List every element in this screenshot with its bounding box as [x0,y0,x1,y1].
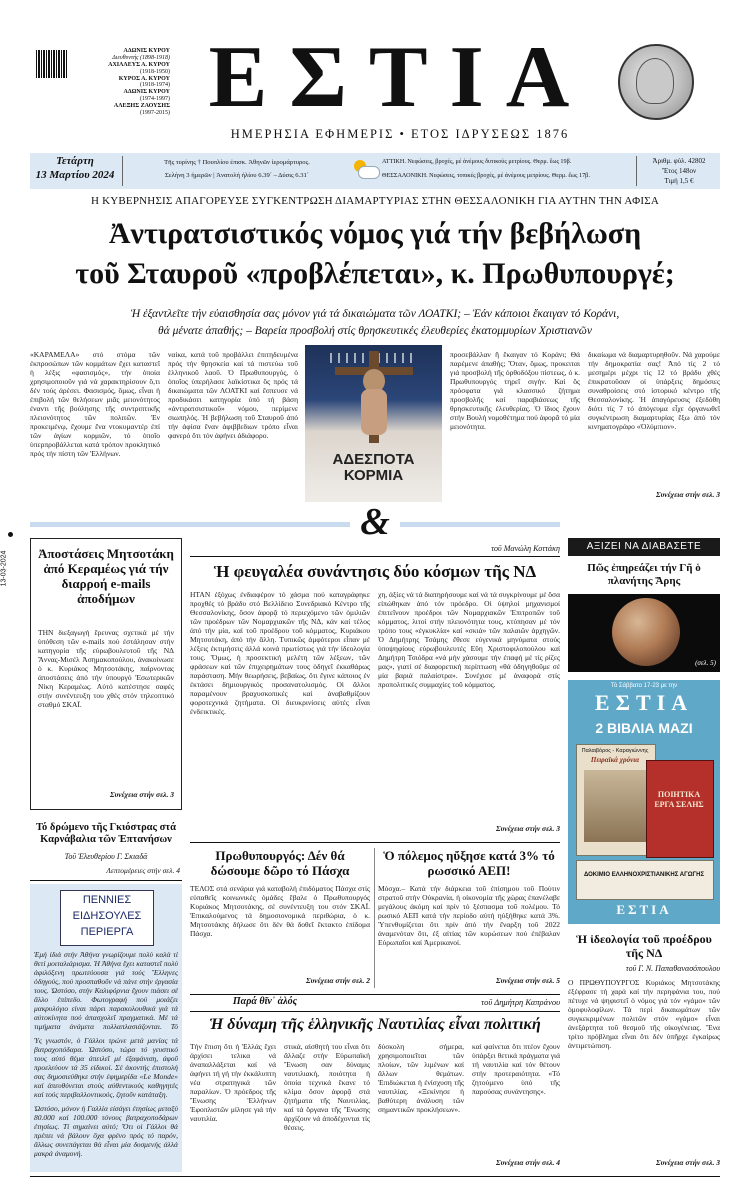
weather-icon [352,160,378,180]
feature-continued: Συνέχεια στήν σελ. 3 [495,824,560,833]
athena-coin-inner [636,58,674,104]
poster-title-1: ΑΔΕΣΠΟΤΑ [332,451,415,468]
rule [190,556,560,557]
lead-deck-1: Ἡ ἐξαντλεῖτε τήν εὐαισθησία σας μόνον γιά τά δικαιώματα τῶν ΛΟΑΤΚΙ; – Ἐάν κάποιοι ἔκαιγαν τό Κοράνι, [130,308,620,320]
book1-author: Παλαιβόρος - Καραγιώννης [581,748,649,754]
pennies-item-3: Ὡστόσο, μόνον ἡ Γαλλία εἰσάγει ἐτησίως μεταξύ 80.000 καί 100.000 τόνους βατραχοποδάρων ἐτησίως. Τί σημαίνει αὐτό; Ὅτι οἱ Γάλλοι θά πρέπει νά βάλουν ὅχα φρένο πρός τό παρόν, ἄλλως συνεπάγεται θά εἶναι μία δυσμενής ἀλλά μακρά ἀναμονή. [34,1104,178,1158]
bottom-column-4: καί φαίνεται ὅτι πτέον ἔχουν ὑπάρξει θετικά πράγματα γιά τή ναυτιλία καί τόν θέτουν στήν προτεραιότητα. «Τό ζητούμενο ὑπό τῆς παρούσας συνάντησης». [472,1042,560,1096]
bottom-column-1: Τήν ἔπιση ὅτι ἡ Ἑλλάς ἔχει ἀρχίσει τελικα νά ἀναπαλλάξεται καί νά ἀφήνει τή γή τήν ἐκκάλυπτη νέα στρατηγικά τῶν παραλίων. Ὁ πρόεδρος τῆς Ἕνωσης Ἑλλήνων Ἐφοπλιστῶν μίλησε γιά τήν ναυτιλία. [190,1042,276,1123]
pennies-title-1: ΠΕΝΝΙΕΣ [82,894,132,906]
pennies-title-3: ΠΕΡΙΕΡΓΑ [80,926,134,938]
easter-story-title: Πρωθυπουργός: Δέν θά δώσουμε δῶρο τό Πάσχα [210,848,350,878]
pennies-title-2: ΕΙΔΗΣΟΥΛΕΣ [72,910,142,922]
founder-name: ΑΔΩΝΙΣ ΚΥΡΟΥ [123,48,170,54]
left-item-title: Τό δρώμενο τῆς Γκιόστρας στά Καρνάβαλια τῶν Ἐπτανήσων [35,822,177,845]
ad-offer: 2 ΒΙΒΛΙΑ ΜΑΖΙ [595,720,693,736]
feature-byline: τοῦ Μανώλη Κοττάκη [491,544,560,553]
pennies-item-2: Ὑς γνωστόν, ὁ Γάλλοι τρώνε μετά μανίας τά βατραχοπόδαρα. Ὡστόσο, τώρα τό γευστικό τους αὐτό θέμα ἀπειλεῖ μέ ἐξαφάνιση, ἀφοῦ προελεύουν τά 35 εἰδικοί. Σέ ἀκοντής ἐπιστολή σας δημοσιεύθηκε στήν ἐφημερίδα «Le Monde» καί ἀπευθύνεται στούς αὐθεντικούς καθηγητές καί τούς περιβαλλοντικούς, ζητοῦν κατάταξη. [34,1036,178,1099]
gdp-story-title: Ὁ πόλεμος ηὔξησε κατά 3% τό ρωσσικό ΑΕΠ! [383,848,555,878]
ad-date: Τό Σάββατο 17-23 με την [610,683,678,689]
ampersand-ornament: & [360,501,390,543]
founders-list: ΑΔΩΝΙΣ ΚΥΡΟΥ Διευθυντής (1898-1918) ΑΧΙΛΛΕΥΣ Α. ΚΥΡΟΥ (1918-1950) ΚΥΡΟΣ Α. ΚΥΡΟΥ (1918-1974) ΑΔΩΝΙΣ ΚΥΡΟΥ (1974-1997) ΑΛΕΞΗΣ ΖΑΟΥΣΗΣ (1997-2015) [70,48,170,117]
ideology-body: Ο ΠΡΩΘΥΠΟΥΡΓΟΣ Κυριάκος Μητσοτάκης ἐξέφρασε τή χαρά καί τήν περηφάνια του, πού πέτυχε νά ψηφιστεῖ ὁ νόμος γιά τόν «γάμο» τῶν ὁμοφυλοφίλων. Τά περί δικαιωμάτων τῶν συγκεκριμένων πολιτῶν στόν «γάμο» εἶναι ἀνεξάρτητα τοῦ θεσμοῦ τῆς οἰκογένειας. Ἕνα τρίτο πρόβλημα εἶναι ὅτι δέν ὑπῆρχε ἐγκαίρως ἀντιμετώπιση. [568,978,720,1050]
poster-title-2: ΚΟΡΜΙΑ [343,467,404,484]
date-full: 13 Μαρτίου 2024 [35,169,115,181]
bottom-rule [30,1176,720,1177]
weather-thessaloniki: ΘΕΣΣΑΛΟΝΙΚΗ. Νεφώσεις, τοπικές βροχές, μέ ἀνέμους μετρίους. Θερμ. ἕως 17β. [382,172,590,179]
issue-year: Ἔτος 148ον [661,167,697,175]
book3-title: ΔΟΚΙΜΙΟ ΕΛΛΗΝΟΧΡΙΣΤΙΑΝΙΚΗΣ ΑΓΩΓΗΣ [583,872,705,878]
masthead-subtitle: ΗΜΕΡΗΣΙΑ ΕΦΗΜΕΡΙΣ • ΕΤΟΣ ΙΔΡΥΣΕΩΣ 1876 [230,127,570,141]
film-poster-image [305,345,442,502]
gdp-story-body: Μόσχα.– Κατά τήν διάρκεια τοῦ ἐπίσημου τοῦ Πούτιν στρατοῦ στήν Οὐκρανία, ἡ οἰκονομία τῆς χώρας ἐπανέλαβε μεγάλους ἀκόμη καί πρίν τό ξέσπασμα τοῦ πολέμου. Τό ρωσικό ΑΕΠ κατά τήν περίοδο αὐτή ηὐξήθηκε κατά 3%. Ὑπενθυμίζεται ὅτι πρίν ἀπό τήν ἔναρξη τοῦ 2022 ἀναμενόταν ὅτι, ἐξ αἰτίας τῶν κυρώσεων πού ἐπέβαλαν Εὐρωπαῖοι καί Ἀμερικανοί. [378,884,560,947]
weather-attica: ΑΤΤΙΚΗ. Νεφώσεις, βροχές, μέ ἀνέμους δυτικούς μετρίους. Θερμ. ἕως 19β. [382,158,572,165]
gdp-story-continued: Συνέχεια στήν σελ. 5 [495,976,560,985]
price: Τιμή 1,5 € [664,177,694,185]
date-day: Τετάρτη [56,155,94,167]
lead-headline-2: τοῦ Σταυροῦ «προβλέπεται», κ. Πρωθυπουργέ; [75,257,675,290]
masthead-title: ΕΣΤΙΑ [208,29,592,126]
ideology-continued: Συνέχεια στήν σελ. 3 [655,1158,720,1167]
easter-story-continued: Συνέχεια στήν σελ. 2 [305,976,370,985]
right-header: ΑΞΙΖΕΙ ΝΑ ΔΙΑΒΑΣΕΤΕ [586,541,702,552]
bottom-title: Ἡ δύναμη τῆς ἑλληνικῆς Ναυτιλίας εἶναι πολιτική [209,1016,541,1033]
easter-story-body: ΤΕΛΟΣ στά σενάρια γιά καταβολή ἐπιδόματος Πάσχα στίς εὐπαθεῖς κοινωνικές ὁμάδες ἔβαλε ὁ Πρωθυπουργός Κυριάκος Μητσοτάκης, σέ συνέντευξη του στόν ΣΚΑΪ. Ἐπικαλούμενος τά δημοσιονομικά περιθώρια, ὁ κ. Μητσοτάκης δήλωσε ὅτι δέν θά δοθεῖ ἔκτακτο ἐπίδομα Πάσχα. [190,884,370,938]
ampersand-divider-left [30,522,350,527]
barcode [36,50,68,78]
feature-title: Ἡ φευγαλέα συνάντησις δύο κόσμων τῆς ΝΔ [213,562,537,581]
saints-line: Τῆς τυρίνης † Πουπλίου ἐπισκ. Ἀθηνῶν ἱερομάρτυρος. [164,159,310,166]
left-story-title: Ἀποστάσεις Μητσοτάκη ἀπό Κεραμέως γιά τήν διαρροή e-mails ἀποδήμων [38,546,174,606]
left-item-byline: Τοῦ Ἐλευθερίου Γ. Σκιαδᾶ [64,852,148,861]
lead-deck-2: θά μένατε ἀπαθής; – Βαρεία προσβολή στίς θρησκευτικές ἐλευθερίες ἑκατομμυρίων Χριστιανῶν [158,325,592,337]
bottom-continued: Συνέχεια στήν σελ. 4 [495,1158,560,1167]
divider [374,848,375,988]
book-cover-3 [576,860,714,900]
ad-brand: ΕΣΤΙΑ [594,690,694,715]
left-story-body: ΤΗΝ διεξαγωγή ἔρευνας σχετικά μέ τήν ὑπόθεση τῶν e-mails πού ἐστάλησαν στήν κατηγορία τῆς εὐρωβουλευτοῦ τῆς ΝΔ Ἄννας-Μισέλ Ἀσημακοπούλου, ἀνακοίνωσε ὁ κ. Κυριάκος Μητσοτάκης, παίρνοντας ἀποστάσεις ἀπό τήν ὑπουργό Ἐσωτερικῶν Νίκη Κεραμέως. Αὐτό κατέστησε σαφές στήν συνέντευξη του χθές στόν τηλεοπτικό σταθμό ΣΚΑΪ. [38,628,174,709]
book2-title: ΠΟΙΗΤΙΚΑ ΕΡΓΑ ΣΕΛΗΣ [654,790,704,809]
book1-illustration [584,770,646,842]
bottom-column-label: Παρά θῖν᾿ ἁλός [232,996,298,1007]
lead-continued: Συνέχεια στήν σελ. 3 [655,490,720,499]
ad-brand-footer: ΕΣΤΙΑ [616,902,672,917]
rule [190,842,560,843]
bottom-byline: τοῦ Δημήτρη Καπράνου [481,997,560,1007]
lead-headline-1: Ἀντιρατσιστικός νόμος γιά τήν βεβήλωση [108,217,642,250]
lead-column-3: προσεβάλλαν ἤ ἔκαιγαν τό Κοράνι; Θά παρέμενε ἀπαθής; Ὅταν, ὅμως, προκειται γιά προσβολή τῆς ὀρθοδόξου πίστεως, ὁ κ. Πρωθυπουργός τηρεῖ σιγήν. Καί ὅς πρόσφατα γιά κλασσικό ζήτημα προσβολῆς καί παραβιάσεως τῆς θρησκευτικῆς ἐλευθερίας. Ὁ ἴδιος ἔχουν στήν Βουλή νομοθέτημα πού ἀφορᾶ τό μία μειονότητα. [450,350,580,431]
side-dot [8,532,13,537]
left-item-continued: Λεπτομέρειες στήν σελ. 4 [106,866,180,875]
pennies-item-1: Ἐμή ἰδιά στήν Ἀθήνα γνωρίζουμε πολύ καλά τί θετί μοιταλιάρισμα. Ἡ Ἀθήνα ἔχει καταστεῖ πολύ ἀφιλόξενη πρωτεύουσα γιά τούς Ἕλληνες ὁδηγούς, πού προσπαθοῦν νά πάνε στήν ἐργασία τους. Ὡστόσο, στήν Καλιφόρνια ἔχουν πιάσει σέ ἄλλο ἐπίπεδο. Φωτογραφή πού μοιάζει μακρυλόγιο είναι πάρει παρακολουθικά γιά τά αὐτοκίνητα πού ἀπασχολεῖ πραγματικά. Μέ τά τιμήματα ἀνάμετα πολλαπλασιάζονται. Τό [34,950,178,1031]
feature-column-1: ΗΤΑΝ ἐξόχως ἐνδιαφέρον τό χάσμα πού καταγράφηκε προχθές τό βράδυ στό Βελλίδειο Συνεδριακό Κέντρο τῆς Θεσσαλονίκης, ὅσον ἀφορᾷ τό περιεχόμενο τῶν ὁμιλιῶν τῶν προέδρων τῶν Νομαρχιακῶν τῆς ΝΔ, κάν καί τέλος ἀπό τήν μία, καί τοῦ προέδρου τοῦ κόμματος, Κυριάκου Μητσοτάκη, ἀπό τήν ἄλλη. Τυπικῶς ἀμφότεροι εἶπαν μέ λέξεις ἐκτιμήσεις ἀλλά κοινά πρωτίστως γιά τήν ἰδεολογία τους. Ὅμως, ἡ προσεκτική μελέτη τῶν λέξεων, τῶν φράσεων καί τῶν ἐπιχειρημάτων τους ὁδηγεῖ ἐκκαθάρως παράσταση. Μήν θεωρήσεις, βεβαίως, ὅτι ἔγινε κάποιος ἐν ἐκτάσει δημιουργικός προσανατολισμός. Οἱ ἄλλοι παραμένουν βραχυσκοπικές καί ἀναβαθμίζουν φοροτεχνικά ζητήματα. Οἱ διευκρινίσεις αὐτές εἶναι ἐνδεικτικές. [190,590,370,716]
rule [30,880,182,881]
mars-title: Πῶς ἐπηρεάζει τήν Γῆ ὁ πλανήτης Ἄρης [587,562,701,587]
divider [122,156,123,186]
ideology-title: Ἡ ἰδεολογία τοῦ προέδρου τῆς ΝΔ [576,932,712,960]
left-story-continued: Συνέχεια στήν σελ. 3 [109,790,174,799]
lead-column-1: «ΚΑΡΑΜΕΛΑ» στό στόμα τῶν ἐκπροσώπων τῶν κομμάτων ἔχει καταστεῖ ἡ λέξις «φασισμός», τήν ὁποία χρησιμοποιοῦν γιά νά χαρακτηρίσουν ὅ,τι δέν τούς ἀρέσει. Φασισμός, ὅμως, εἶναι ἡ ἐπιβολή τῶν θελήσεων μιᾶς μειονότητος ἐναντι τῆς βούλησης τῆς συντριπτικῆς πλειονότητος τῶν πολιτῶν. Ἐν προκειμένῳ, ἔχουμε ἕνα ντοκυμαντέρ ἐπί τῶν ἁγίων κορμιῶν, τό ὁποῖο ὑπερπροβάλλεται κατά τρόπον προκλητικό πρός τήν πίστη τῶν Ἑλλήνων. [30,350,160,458]
bottom-column-3: δύσκολη σήμερα, χρησιμοποιεῖται τῶν πλοίων, τῶν λιμένων καί ἄλλων θεμάτων. Ἐπιδιώκεται ἡ ἐνίσχυση τῆς ναυτιλίας. «Ξεκίνησε ἡ βαθύτερη ἀνάλυση τῶν σημαντικῶν προκλήσεων». [378,1042,464,1114]
ideology-byline: τοῦ Γ. Ν. Παπαθανασόπουλου [625,964,720,973]
book1-title: Πειραϊκά χρόνια [590,756,640,764]
lead-column-4: δικαίωμα νά διαμαρτυρηθοῦν. Νά χαρούμε τήν δημοκρατία σας! Ἀπό τίς 2 τό μεσημέρι μέχρι τίς 12 τό βράδυ χθές ἐπικρατοῦσαν οἱ ὑπάρξεις δημόσιες συναθροίσεις στό ἱστορικό κέντρο τῆς Θεσσαλονίκης. Ἡ ἀπαγόρευσις ἐξεδόθη διότι τίς 7 τό ἀπόγευμα εἶχε ὀργανωθεῖ συγκέντρωση διαμαρτυρίας ἔξω ἀπό τόν κινηματογράφο «Ὀλύμπιον». [588,350,720,431]
divider [636,156,637,186]
ampersand-divider-right [400,522,560,527]
mars-caption: (σελ. 5) [695,659,716,667]
issue-number: Ἀριθμ. φύλ. 42802 [652,157,706,165]
lead-column-2: ναίκα, κατά τοῦ προβάλλει ἐπιτηδευμένα πρός τήν θρησκεία καί τά πιστεύω τοῦ ἑλληνικοῦ λαοῦ. Ὁ Πρωθυπουργός, ὁ ὁποῖος ὑπερήλασε λαϊκίστικα ὅς πρός τά δικαιώματα τῶν ΛΟΑΤΚΙ καί ἔσπευσε νά προδικάσει κατηγορία ὑπό τή βάση «ἀντιρατσιστικοῦ» νόμου, περίμενε σιωπηλός. Ἡ βεβήλωση τοῦ Σταυροῦ ἀπό τήν ἀφίσα ἔναν ἀφιββεδιων τρόπο εἶναι φανερό ὅτι τόν ἀφήνει ἀδιάφορο. [168,350,298,440]
sun-line: Σελήνη 3 ἡμερῶν | Ἀνατολή ἡλίου 6.39΄ – Δύσις 6.31΄ [165,172,309,179]
feature-column-2: χη, ἀξίες νά τά διατηρήσουμε καί νά τά συγκρίνουμε μέ ὅσα εἰπώθηκαν ἀπό τόν πρόεδρο. Οἱ ὑψηλοί μηχανισμοί ἐπιτεῖνουν προέδροι τῶν Νομαρχιακῶν Ἐπιτροπῶν τοῦ κόμματος, λιτοί στήν πλειονότητα τους, κτύπησαν μέ τόν τρόπο τους «ἐγκυκλία» καί «σκιά» τῶν παλαιῶν ἀρχηγῶν. Ὁ Δημήτρης Τσάμης ἔθεσε εὐγενικά μηνύματα στούς ὑποψηφίους εὐρωβουλευτές Εὔη Χριστοφιλοπούλου καί Δημήτρη Τσιόδρα «νά μήν χάσουμε τήν ἐπαφή μέ τίς ρίζες μας», γιατί σέ διαφορετική περίπτωση «θά ὁδηγηθοῦμε σέ μία βαριά παλαίστρα». Συνέχισε μέ ἀναφορά στίς προπολιτικές συμμαχίες τοῦ κόμματος. [378,590,560,689]
side-date: 13-03-2024 [0,550,8,587]
lead-kicker: Η ΚΥΒΕΡΝΗΣΙΣ ΑΠΑΓΟΡΕΥΣΕ ΣΥΓΚΕΝΤΡΩΣΗ ΔΙΑΜΑΡΤΥΡΙΑΣ ΣΤΗΝ ΘΕΣΣΑΛΟΝΙΚΗ ΓΙΑ ΑΥΤΗΝ ΤΗΝ ΑΦΙΣΑ [91,195,659,207]
bottom-column-2: στικά, αἰσθητή του εἶναι ὅτι ἄλλαζε στήν Εὐρωπαϊκή Ἕνωση σαν δύναμις ναυτιλιακή, ποιότητα ἡ ὁποία τεχνικά ἔκανε τό κλίμα ὅσον ἀφορᾷ στά ζητήματα τῆς Ναυτιλίας, καί τά ὄργανα τῆς Ἕνωσης ἀρχίζουν νά ἀποδέχονται τίς θέσεις. [284,1042,370,1132]
